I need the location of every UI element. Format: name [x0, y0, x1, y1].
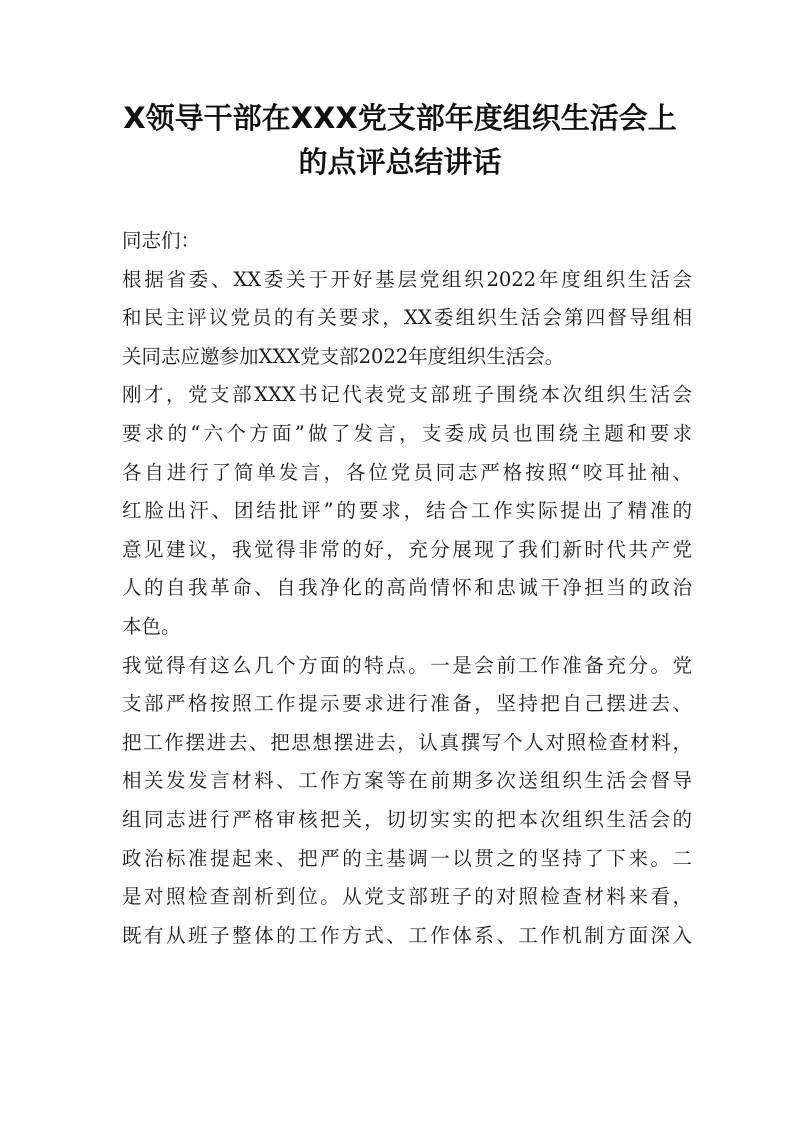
text-line: 刚才，党支部XXX书记代表党支部班子围绕本次组织生活会 [122, 383, 692, 407]
text-line: 组同志进行严格审核把关，切切实实的把本次组织生活会的 [122, 807, 692, 831]
text-line: 人的自我革命、自我净化的高尚情怀和忠诚干净担当的政治 [122, 576, 692, 600]
text-line: 意见建议，我觉得非常的好，充分展现了我们新时代共产党 [122, 537, 692, 561]
text-line: 我觉得有这么几个方面的特点。一是会前工作准备充分。党 [122, 653, 692, 677]
text-line: 各自进行了简单发言，各位党员同志严格按照“咬耳扯袖、 [122, 460, 692, 484]
text-line: 既有从班子整体的工作方式、工作体系、工作机制方面深入 [122, 923, 692, 947]
text-line: 是对照检查剖析到位。从党支部班子的对照检查材料来看， [122, 885, 692, 909]
text-line: 关同志应邀参加XXX党支部2022年度组织生活会。 [122, 344, 565, 368]
title-line-1: X领导干部在XXX党支部年度组织生活会上 [123, 101, 677, 135]
text-line: 和民主评议党员的有关要求，XX委组织生活会第四督导组相 [122, 306, 692, 330]
text-line: 要求的“六个方面”做了发言，支委成员也围绕主题和要求 [122, 421, 692, 445]
text-line: 红脸出汗、团结批评”的要求，结合工作实际提出了精准的 [122, 499, 692, 523]
text-line: 本色。 [122, 614, 181, 638]
body-text [122, 222, 692, 955]
title-line-2: 的点评总结讲话 [298, 145, 502, 179]
text-line: 根据省委、XX委关于开好基层党组织2022年度组织生活会 [122, 267, 692, 291]
text-line: 把工作摆进去、把思想摆进去，认真撰写个人对照检查材料， [122, 730, 692, 754]
text-line: 支部严格按照工作提示要求进行准备，坚持把自己摆进去、 [122, 692, 692, 716]
text-line: 政治标准提起来、把严的主基调一以贯之的坚持了下来。二 [122, 846, 692, 870]
text-line: 相关发发言材料、工作方案等在前期多次送组织生活会督导 [122, 769, 692, 793]
text-line: 同志们： [122, 229, 201, 252]
